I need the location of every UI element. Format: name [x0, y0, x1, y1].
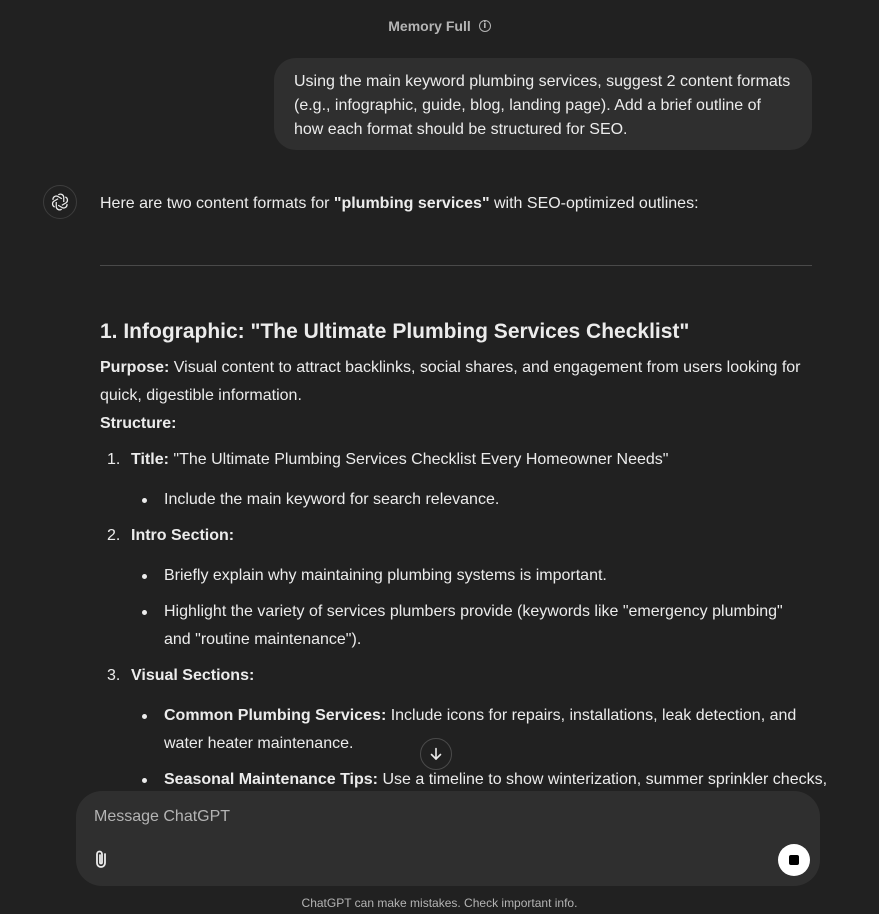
stop-icon [789, 855, 799, 865]
bullet-text [164, 768, 827, 792]
scroll-to-bottom-button[interactable] [420, 738, 452, 770]
purpose-paragraph [100, 354, 812, 410]
list-item [131, 448, 668, 472]
attach-button[interactable] [90, 847, 114, 871]
paperclip-icon [93, 849, 111, 869]
item-label: Visual Sections: [131, 667, 255, 684]
bullet-body: Use a timeline to show winterization, summer sprinkler checks, [378, 771, 828, 788]
user-message-line: how each format should be structured for SEO. [294, 121, 628, 138]
list-number: 3. [107, 667, 121, 684]
bullet-dot [142, 778, 147, 783]
purpose-text: Visual content to attract backlinks, social shares, and engagement from users looking for [169, 359, 801, 376]
user-message-line: (e.g., infographic, guide, blog, landing page). Add a brief outline of [294, 97, 761, 114]
divider [100, 265, 812, 266]
bullet-text [164, 704, 796, 728]
memory-status[interactable] [0, 18, 879, 34]
bullet-text: Highlight the variety of services plumbers provide (keywords like "emergency plumbing" [164, 603, 783, 620]
stop-generating-button[interactable] [778, 844, 810, 876]
bullet-text: Briefly explain why maintaining plumbing systems is important. [164, 567, 607, 584]
purpose-text-cont: quick, digestible information. [100, 387, 302, 404]
structure-label: Structure: [100, 415, 177, 432]
message-composer [76, 791, 820, 886]
info-icon[interactable]: i [479, 20, 491, 32]
section-heading: 1. Infographic: "The Ultimate Plumbing Services Checklist" [100, 320, 690, 343]
memory-full-label: Memory Full [388, 18, 471, 34]
chatgpt-logo-icon [43, 185, 77, 219]
bullet-text: Include the main keyword for search relevance. [164, 491, 500, 508]
bullet-body: Include icons for repairs, installations, leak detection, and [386, 707, 797, 724]
bullet-dot [142, 714, 147, 719]
bullet-text-cont: water heater maintenance. [164, 735, 354, 752]
bullet-label: Seasonal Maintenance Tips: [164, 771, 378, 788]
bullet-dot [142, 574, 147, 579]
message-input[interactable] [94, 805, 694, 829]
bullet-label: Common Plumbing Services: [164, 707, 387, 724]
intro-text-end: with SEO-optimized outlines: [489, 195, 699, 212]
bullet-dot [142, 610, 147, 615]
bullet-dot [142, 498, 147, 503]
purpose-label: Purpose: [100, 359, 170, 376]
list-number: 1. [107, 451, 121, 468]
intro-text: Here are two content formats for [100, 195, 334, 212]
user-message-line: Using the main keyword plumbing services, suggest 2 content formats [294, 73, 791, 90]
disclaimer-note: ChatGPT can make mistakes. Check important info. [301, 896, 578, 910]
reply-intro [100, 192, 699, 216]
intro-keyword: "plumbing services" [333, 195, 490, 212]
item-label: Title: [131, 451, 169, 468]
bullet-text-cont: and "routine maintenance"). [164, 631, 362, 648]
item-label: Intro Section: [131, 527, 235, 544]
list-number: 2. [107, 527, 121, 544]
user-message-bubble [274, 58, 812, 150]
arrow-down-icon [428, 746, 444, 762]
item-text: "The Ultimate Plumbing Services Checklist Every Homeowner Needs" [168, 451, 669, 468]
